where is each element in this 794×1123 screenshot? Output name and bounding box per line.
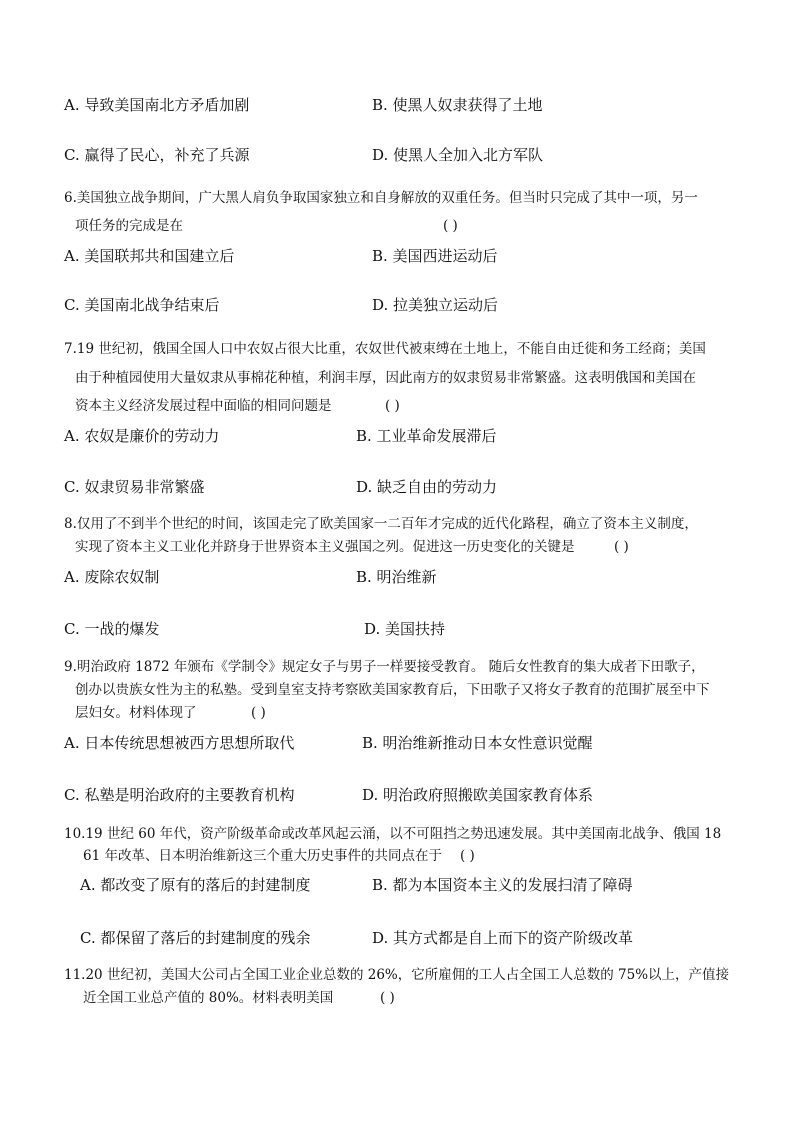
q7-option-c: C. 奴隶贸易非常繁盛 [64, 478, 205, 496]
q7-stem-line: 由于种植园使用大量奴隶从事棉花种植，利润丰厚，因此南方的奴隶贸易非常繁盛。这表明俄国和美国在 [75, 370, 696, 386]
q9-stem-line: 创办以贵族女性为主的私塾。受到皇室支持考察欧美国家教育后，下田歌子又将女子教育的范围扩展至中下 [75, 682, 710, 698]
q8-option-c: C. 一战的爆发 [64, 620, 160, 638]
q9-answer-blank: ( ) [251, 705, 266, 721]
q7-option-a: A. 农奴是廉价的劳动力 [64, 427, 220, 445]
q8-option-a: A. 废除农奴制 [64, 568, 160, 586]
q9-stem-line: 9.明治政府 1872 年颁布《学制令》规定女子与男子一样要接受教育。 随后女性教育的集大成者下田歌子， [64, 659, 705, 675]
q6-option-a: A. 美国联邦共和国建立后 [64, 247, 235, 265]
q10-option-b: B. 都为本国资本主义的发展扫清了障碍 [372, 876, 633, 894]
q9-option-c: C. 私塾是明治政府的主要教育机构 [64, 786, 295, 804]
q8-answer-blank: ( ) [614, 539, 629, 555]
q5-option-c: C. 赢得了民心，补充了兵源 [64, 146, 250, 164]
q6-option-d: D. 拉美独立运动后 [372, 296, 499, 314]
q10-answer-blank: ( ) [460, 848, 475, 864]
q5-option-b: B. 使黑人奴隶获得了土地 [372, 96, 543, 114]
q7-stem-line: 7.19 世纪初，俄国全国人口中农奴占很大比重，农奴世代被束缚在土地上，不能自由迁徙和务工经商；美国 [64, 341, 706, 357]
q7-stem-line: 资本主义经济发展过程中面临的相同问题是 [75, 398, 332, 414]
q10-option-d: D. 其方式都是自上而下的资产阶级改革 [372, 929, 634, 947]
q6-option-c: C. 美国南北战争结束后 [64, 296, 220, 314]
q11-stem-line: 11.20 世纪初，美国大公司占全国工业企业总数的 26%，它所雇佣的工人占全国工人总数的 75%以上，产值接 [64, 967, 730, 983]
q7-option-b: B. 工业革命发展滞后 [356, 427, 497, 445]
q9-option-a: A. 日本传统思想被西方思想所取代 [64, 734, 295, 752]
q9-option-d: D. 明治政府照搬欧美国家教育体系 [362, 786, 594, 804]
q10-option-a: A. 都改变了原有的落后的封建制度 [80, 876, 311, 894]
q10-option-c: C. 都保留了落后的封建制度的残余 [80, 929, 311, 947]
q10-stem-line: 61 年改革、日本明治维新这三个重大历史事件的共同点在于 [83, 848, 442, 864]
q8-stem-line: 实现了资本主义工业化并跻身于世界资本主义强国之列。促进这一历史变化的关键是 [75, 539, 575, 555]
q8-stem-line: 8.仅用了不到半个世纪的时间，该国走完了欧美国家一二百年才完成的近代化路程，确立了资本主义制度， [64, 516, 698, 532]
q7-answer-blank: ( ) [385, 398, 400, 414]
q11-answer-blank: ( ) [380, 990, 395, 1006]
q5-option-a: A. 导致美国南北方矛盾加剧 [64, 96, 250, 114]
q9-option-b: B. 明治维新推动日本女性意识觉醒 [362, 734, 593, 752]
q6-stem-line: 项任务的完成是在 [75, 218, 183, 234]
q9-stem-line: 层妇女。材料体现了 [75, 705, 197, 721]
q8-option-b: B. 明治维新 [356, 568, 437, 586]
q8-option-d: D. 美国扶持 [364, 620, 446, 638]
q6-stem-line: 6.美国独立战争期间，广大黑人肩负争取国家独立和自身解放的双重任务。但当时只完成了其中一项，另一 [64, 190, 698, 206]
q5-option-d: D. 使黑人全加入北方军队 [372, 146, 544, 164]
q6-option-b: B. 美国西进运动后 [372, 247, 498, 265]
q10-stem-line: 10.19 世纪 60 年代，资产阶级革命或改革风起云涌，以不可阻挡之势迅速发展。其中美国南北战争、俄国 18 [64, 826, 722, 842]
q6-answer-blank: ( ) [443, 218, 458, 234]
q7-option-d: D. 缺乏自由的劳动力 [356, 478, 498, 496]
q11-stem-line: 近全国工业总产值的 80%。材料表明美国 [83, 990, 334, 1006]
